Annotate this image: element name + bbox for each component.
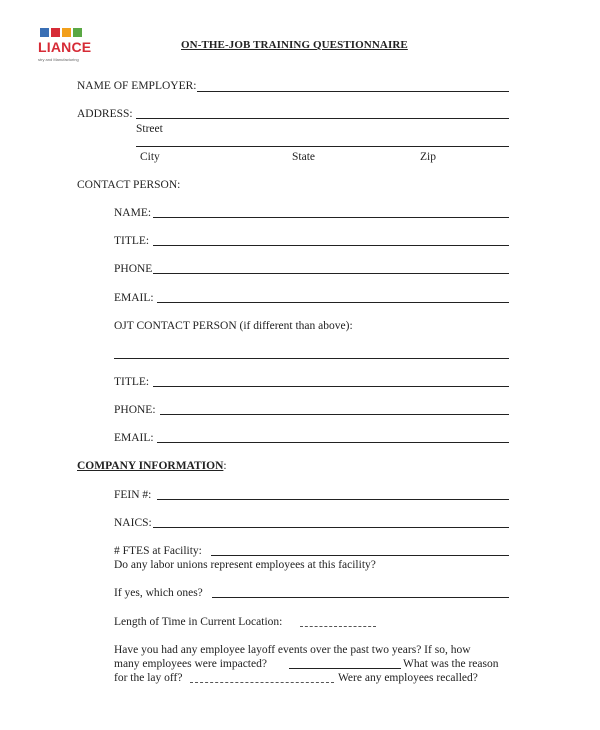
company-info-heading [77,460,227,472]
company-logo [38,26,98,66]
ojt-phone-label: PHONE: [114,404,156,416]
page-title: ON-THE-JOB TRAINING QUESTIONNAIRE [181,39,408,51]
email-field[interactable] [157,302,509,303]
ftes-field[interactable] [211,555,509,556]
zip-caption: Zip [420,151,436,163]
layoff-question-line1: Have you had any employee layoff events over the past two years? If so, how [114,644,471,656]
logo-square-green [73,28,82,37]
contact-person-label: CONTACT PERSON: [77,179,181,191]
which-unions-label: If yes, which ones? [114,587,203,599]
layoff-reason-field[interactable] [190,682,334,683]
employer-label: NAME OF EMPLOYER: [77,80,197,92]
layoff-impacted-label: many employees were impacted? [114,658,267,670]
logo-square-blue [40,28,49,37]
length-location-label: Length of Time in Current Location: [114,616,283,628]
name-label: NAME: [114,207,152,219]
title-field[interactable] [153,245,509,246]
title-label: TITLE: [114,235,150,247]
street-caption: Street [136,123,163,135]
phone-label: PHONE [114,263,153,275]
fein-label: FEIN #: [114,489,152,501]
ftes-label: # FTES at Facility: [114,545,202,557]
logo-tagline: stry and Manufacturing [38,57,79,62]
state-caption: State [292,151,315,163]
logo-square-red [51,28,60,37]
ojt-email-field[interactable] [157,442,509,443]
company-info-heading-text: COMPANY INFORMATION [77,460,224,472]
which-unions-field[interactable] [212,597,509,598]
city-caption: City [140,151,160,163]
email-label: EMAIL: [114,292,154,304]
ojt-title-field[interactable] [153,386,509,387]
naics-label: NAICS: [114,517,152,529]
phone-field[interactable] [153,273,509,274]
name-field[interactable] [153,217,509,218]
layoff-reason-prompt: for the lay off? [114,672,183,684]
fein-field[interactable] [157,499,509,500]
address-street-field[interactable] [136,118,509,119]
ojt-title-label: TITLE: [114,376,150,388]
address-label: ADDRESS: [77,108,133,120]
length-location-field[interactable] [300,626,376,627]
ojt-contact-label: OJT CONTACT PERSON (if different than above): [114,320,353,332]
ojt-email-label: EMAIL: [114,432,154,444]
ojt-contact-name-field[interactable] [114,358,509,359]
logo-square-orange [62,28,71,37]
employer-field[interactable] [197,91,509,92]
layoff-reason-label: What was the reason [403,658,499,670]
address-city-state-zip-field[interactable] [136,146,509,147]
layoff-impacted-field[interactable] [289,668,401,669]
employees-recalled-question: Were any employees recalled? [338,672,478,684]
company-info-heading-colon: : [223,460,227,472]
logo-brand-text: LIANCE [38,39,92,55]
unions-question: Do any labor unions represent employees at this facility? [114,559,376,571]
naics-field[interactable] [153,527,509,528]
ojt-phone-field[interactable] [160,414,509,415]
